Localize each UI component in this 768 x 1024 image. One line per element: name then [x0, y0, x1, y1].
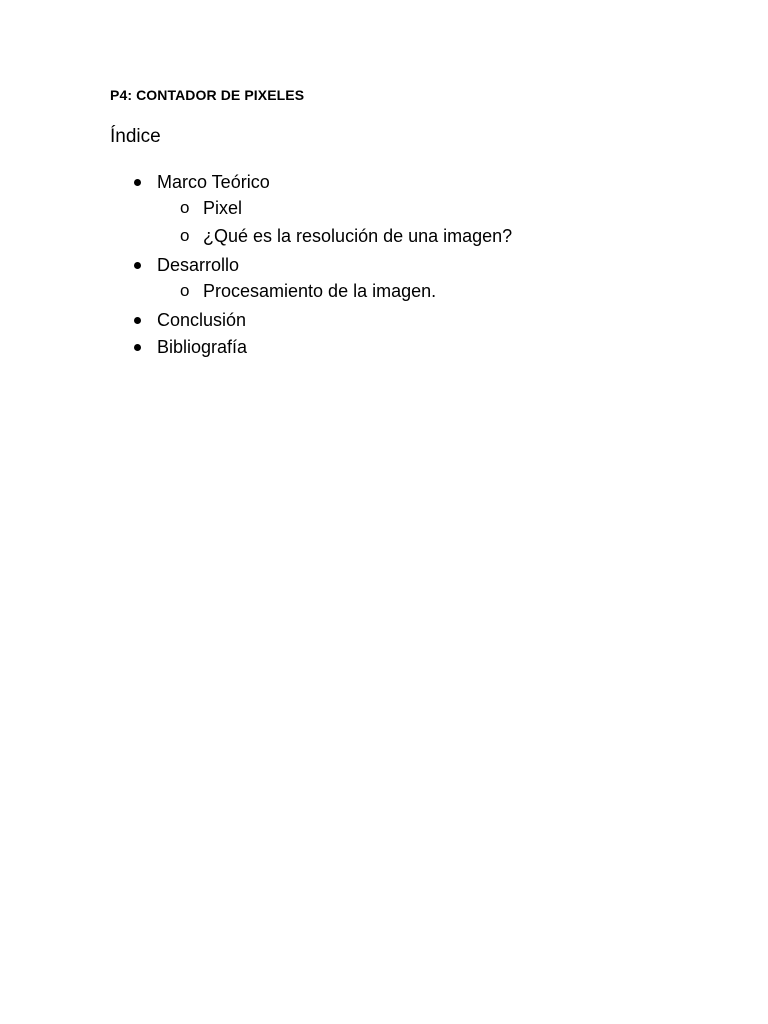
- sub-bullet-icon: o: [180, 198, 190, 217]
- toc-subitem-procesamiento: Procesamiento de la imagen.: [203, 281, 437, 301]
- toc-item-desarrollo: Desarrollo: [157, 255, 240, 275]
- sub-bullet-icon: o: [180, 226, 190, 245]
- bullet-icon: [134, 317, 141, 324]
- document-title: P4: CONTADOR DE PIXELES: [110, 87, 305, 103]
- bullet-icon: [134, 179, 141, 186]
- toc-item-marco-teorico: Marco Teórico: [157, 172, 270, 192]
- bullet-icon: [134, 262, 141, 269]
- toc-item-bibliografia: Bibliografía: [157, 337, 248, 357]
- toc-subitem-resolucion: ¿Qué es la resolución de una imagen?: [203, 226, 513, 246]
- bullet-icon: [134, 344, 141, 351]
- index-heading: Índice: [110, 126, 161, 147]
- toc-subitem-pixel: Pixel: [203, 198, 243, 218]
- toc-item-conclusion: Conclusión: [157, 310, 247, 330]
- sub-bullet-icon: o: [180, 281, 190, 300]
